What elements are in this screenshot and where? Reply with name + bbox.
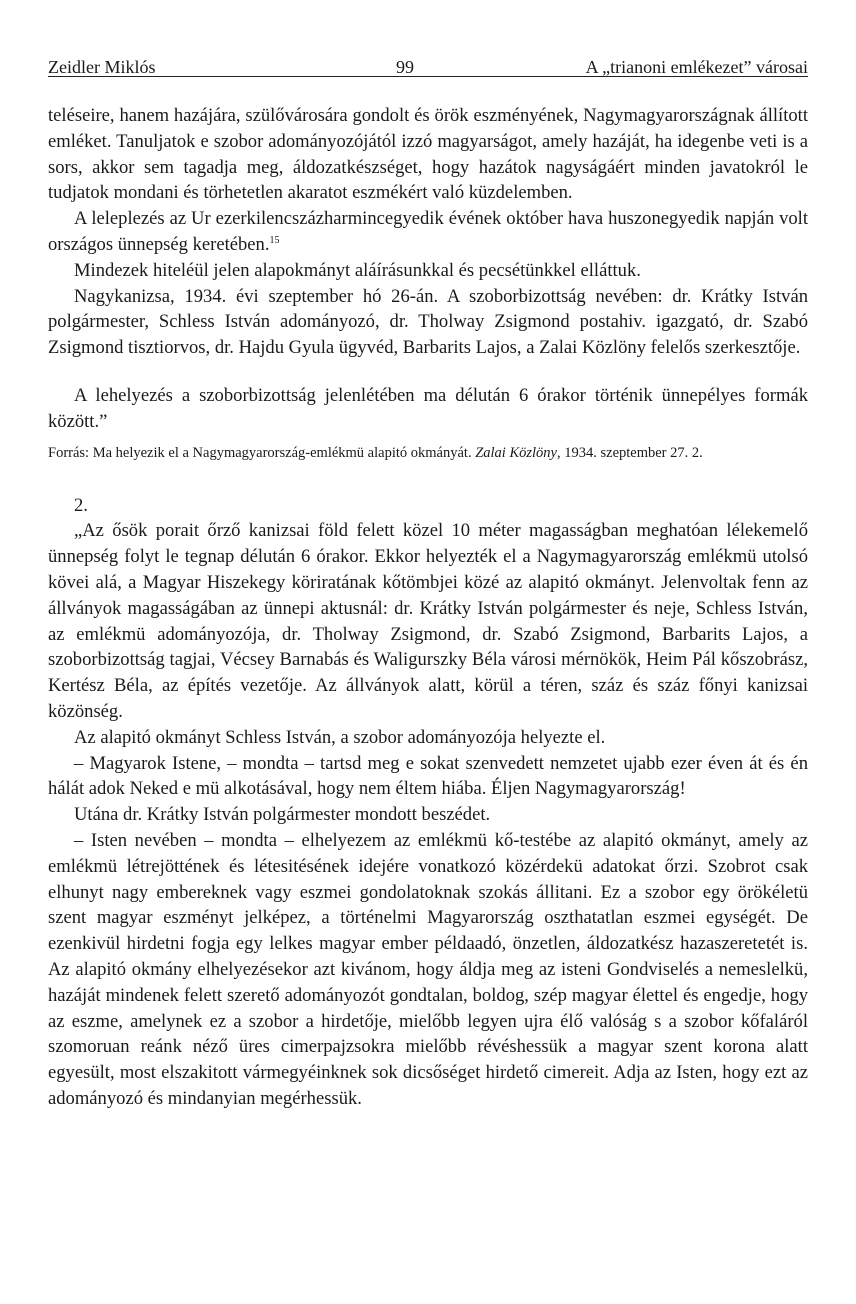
document-body	[48, 103, 808, 435]
document-page	[48, 50, 808, 1112]
paragraph: Nagykanizsa, 1934. évi szeptember hó 26-án. A szoborbizottság nevében: dr. Krátky István polgármester, Schless István adományozó, dr. Tholway Zsigmond postahiv. igazgató, dr. Szabó Zsigmond tisztiorvos, dr. Hajdu Gyula ügyvéd, Barbarits Lajos, a Zalai Közlöny felelős szerkesztője.	[48, 285, 808, 359]
section-body	[48, 518, 808, 1111]
source-suffix: , 1934. szeptember 27. 2.	[556, 444, 703, 461]
paragraph: Az alapitó okmányt Schless István, a szobor adományozója helyezte el.	[74, 726, 606, 748]
paragraph: Mindezek hiteléül jelen alapokmányt aláírásunkkal és pecsétünkkel elláttuk.	[74, 259, 641, 281]
page-number: 99	[396, 57, 414, 77]
header-title: A „trianoni emlékezet” városai	[585, 57, 808, 77]
paragraph: – Magyarok Istene, – mondta – tartsd meg e sokat szenvedett nemzetet ujabb ezer éven át és én hálát adok Neked e mü alkotásával, hogy nem éltem hiába. Éljen Nagymagyarország!	[48, 752, 808, 800]
header-author: Zeidler Miklós	[48, 57, 156, 77]
section-number: 2.	[74, 494, 88, 516]
running-header	[48, 50, 808, 77]
paragraph	[48, 206, 808, 258]
source-citation	[48, 443, 808, 463]
paragraph-text: A leleplezés az Ur ezerkilencszázharmincegyedik évének október hava huszonegyedik napján volt országos ünnepség keretében.	[48, 208, 808, 255]
paragraph: teléseire, hanem hazájára, szülővárosára gondolt és örök eszményének, Nagymagyarországnak állított emléket. Tanuljatok e szobor adományozójától izzó magyarságot, amely hazáját, ha idegenbe veti is a sors, akkor sem tagadja meg, áldozatkészséget, hogy hazátok nagyságáért minden javatokról le tudjatok mondani és törhetetlen akaratot eszmékért való küzdelemben.	[48, 105, 808, 204]
paragraph: „Az ősök porait őrző kanizsai föld felett közel 10 méter magasságban meghatóan lélekemelő ünnepség folyt le tegnap délután 6 órakor. Ekkor helyezték el a Nagymagyarország emlékmü utolsó kövei alá, a Magyar Hiszekegy köriratának kőtömbjei közé az alapitó okmányt. Jelenvoltak fenn az állványok magasságában az ünnepi aktusnál: dr. Krátky István polgármester és neje, Schless István, az emlékmü adományozója, dr. Tholway Zsigmond, dr. Szabó Zsigmond, Barbarits Lajos, a szoborbizottság tagjai, Vécsey Barnabás és Waligurszky Béla városi mérnökök, Heim Pál kőszobrász, Kertész Béla, az építés vezetője. Az állványok alatt, körül a téren, száz és száz főnyi kanizsai közönség.	[48, 520, 808, 722]
source-prefix: Forrás: Ma helyezik el a Nagymagyarország-emlékmü alapitó okmányát.	[48, 444, 476, 461]
paragraph: Utána dr. Krátky István polgármester mondott beszédet.	[74, 804, 491, 826]
paragraph: A lehelyezés a szoborbizottság jelenlétében ma délután 6 órakor történik ünnepélyes formák között.”	[48, 384, 808, 432]
footnote-marker: 15	[269, 234, 280, 246]
source-journal: Zalai Közlöny	[475, 444, 557, 461]
paragraph: – Isten nevében – mondta – elhelyezem az emlékmü kő-testébe az alapitó okmányt, amely az emlékmü létrejöttének és létesitésének idejére vonatkozó közérdekü adatokat őrzi. Szobrot csak elhunyt nagy embereknek vagy eszmei gondolatoknak szokás állitani. Ez a szobor egy örökéletü szent magyar eszményt jelképez, a történelmi Magyarország oszthatatlan eszmei egységét. De ezenkivül hirdetni fogja egy lelkes magyar ember példaadó, önzetlen, áldozatkész hazaszeretetét is. Az alapitó okmány elhelyezésekor azt kivánom, hogy áldja meg az isteni Gondviselés a nemeslelkü, hazáját mindenek felett szerető adományozót gondtalan, boldog, szép magyar élettel és engedje, hogy az eszme, amelynek ez a szobor a hirdetője, mielőbb legyen ujra élő valóság s a szobor kőfaláról szomoruan reánk néző üres cimerpajzsokra mielőbb révéshessük a magyar szent korona alatt egyesült, most elszakitott vármegyéinknek sok dicsőséget hirdető cimereit. Adja az Isten, hogy ezt az adományozó és mindanyian megérhessük.	[48, 829, 808, 1109]
